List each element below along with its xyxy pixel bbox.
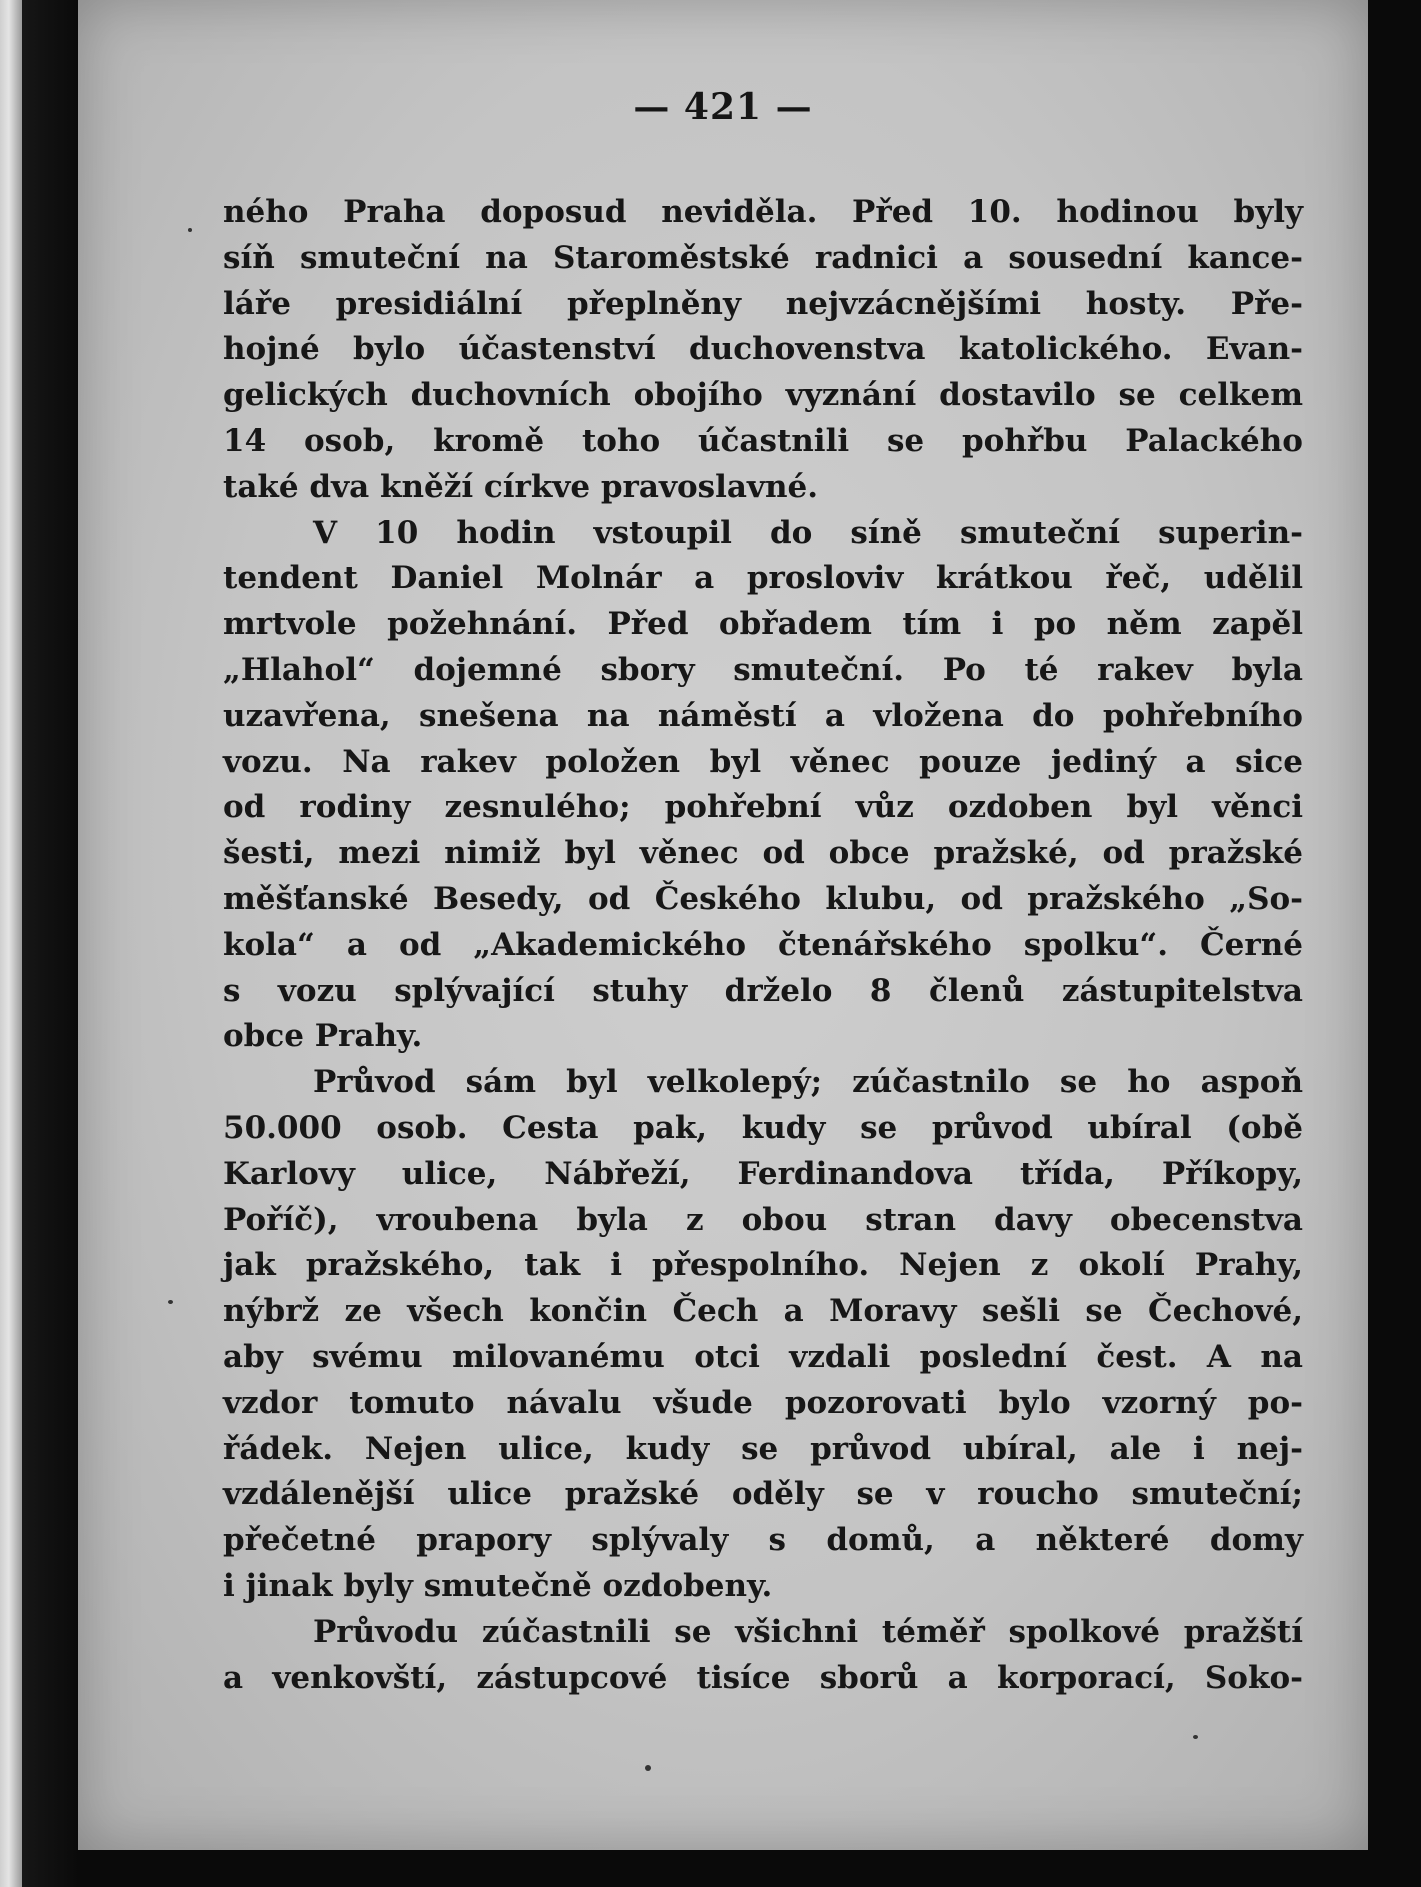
text-line: obce Prahy.	[223, 1018, 423, 1055]
text-line: Poříč), vroubena byla z obou stran davy obecenstva	[223, 1201, 1303, 1238]
text-line: od rodiny zesnulého; pohřební vůz ozdoben byl věnci	[223, 789, 1303, 826]
print-speck	[188, 228, 192, 232]
text-line: mrtvole požehnání. Před obřadem tím i po něm zapěl	[223, 606, 1303, 643]
text-line: měšťanské Besedy, od Českého klubu, od pražského „So-	[223, 880, 1303, 917]
text-line: V 10 hodin vstoupil do síně smuteční superin-	[313, 514, 1303, 551]
text-line: síň smuteční na Staroměstské radnici a sousední kance-	[223, 239, 1303, 276]
print-speck	[168, 1300, 173, 1304]
body-text	[223, 190, 1303, 1701]
print-speck	[645, 1765, 651, 1771]
text-line: vzdálenější ulice pražské oděly se v roucho smuteční;	[223, 1476, 1303, 1513]
text-line: vozu. Na rakev položen byl věnec pouze jediný a sice	[223, 743, 1303, 780]
binding-gutter	[22, 0, 80, 1887]
text-line: a venkovští, zástupcové tisíce sborů a korporací, Soko-	[223, 1659, 1303, 1696]
text-line: uzavřena, snešena na náměstí a vložena do pohřebního	[223, 697, 1303, 734]
text-line: přečetné prapory splývaly s domů, a některé domy	[223, 1522, 1303, 1559]
text-line: 14 osob, kromě toho účastnili se pohřbu Palackého	[223, 422, 1303, 459]
text-line: tendent Daniel Molnár a prosloviv krátkou řeč, udělil	[223, 560, 1303, 597]
text-line: hojné bylo účastenství duchovenstva katolického. Evan-	[223, 331, 1303, 368]
text-line: „Hlahol“ dojemné sbory smuteční. Po té rakev byla	[223, 651, 1303, 688]
text-line: aby svému milovanému otci vzdali poslední čest. A na	[223, 1338, 1303, 1375]
text-line: s vozu splývající stuhy drželo 8 členů zástupitelstva	[223, 972, 1303, 1009]
page-number: — 421 —	[633, 86, 813, 128]
text-line: gelických duchovních obojího vyznání dostavilo se celkem	[223, 377, 1303, 414]
text-line: nýbrž ze všech končin Čech a Moravy sešli se Čechové,	[223, 1293, 1303, 1330]
text-line: Průvodu zúčastnili se všichni téměř spolkové pražští	[313, 1613, 1303, 1650]
text-line: také dva kněží církve pravoslavné.	[223, 468, 819, 505]
text-line: ného Praha doposud neviděla. Před 10. hodinou byly	[223, 194, 1303, 230]
text-line: i jinak byly smutečně ozdobeny.	[223, 1567, 773, 1604]
text-line: Průvod sám byl velkolepý; zúčastnilo se ho aspoň	[313, 1064, 1303, 1101]
book-page	[78, 0, 1368, 1850]
text-line: 50.000 osob. Cesta pak, kudy se průvod ubíral (obě	[223, 1109, 1303, 1146]
print-speck	[1193, 1735, 1198, 1739]
text-line: jak pražského, tak i přespolního. Nejen z okolí Prahy,	[223, 1247, 1303, 1284]
text-line: řádek. Nejen ulice, kudy se průvod ubíral, ale i nej-	[223, 1430, 1303, 1467]
text-line: kola“ a od „Akademického čtenářského spolku“. Černé	[223, 926, 1303, 963]
text-line: láře presidiální přeplněny nejvzácnějšími hosty. Pře-	[223, 285, 1303, 322]
text-line: Karlovy ulice, Nábřeží, Ferdinandova třída, Příkopy,	[223, 1155, 1303, 1192]
facing-page-edge	[0, 0, 22, 1887]
text-line: vzdor tomuto návalu všude pozorovati bylo vzorný po-	[223, 1384, 1303, 1421]
text-line: šesti, mezi nimiž byl věnec od obce pražské, od pražské	[223, 835, 1303, 872]
